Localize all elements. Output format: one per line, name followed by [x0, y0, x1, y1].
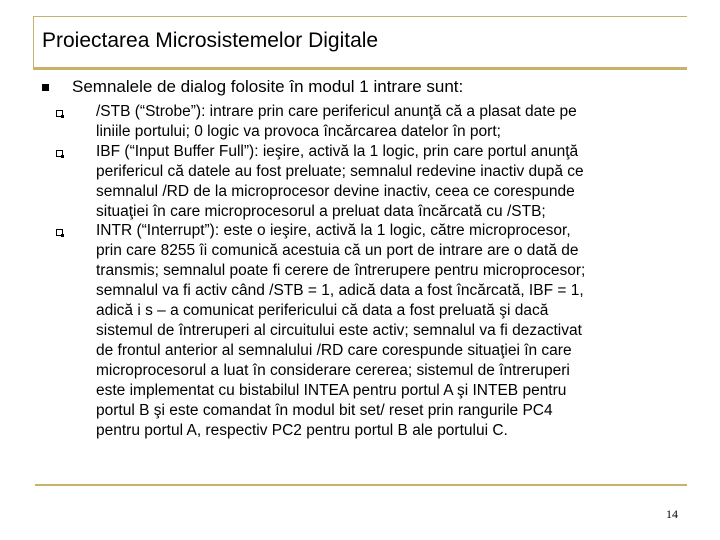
title-frame-left-border: [33, 16, 34, 68]
text-line: sistemul de întreruperi al circuitului este activ; semnalul va fi dezactivat: [96, 321, 582, 339]
title-underline: [33, 67, 687, 70]
text-line: IBF (“Input Buffer Full”): ieşire, activă la 1 logic, prin care portul anunţă: [96, 142, 579, 160]
text-line: /STB (“Strobe”): intrare prin care perifericul anunţă că a plasat date pe: [96, 103, 577, 120]
sub-bullet-item-intr: [54, 221, 674, 440]
text-line: perifericul că datele au fost preluate; semnalul redevine inactiv după ce: [96, 162, 584, 180]
sub-bullet-text: [96, 221, 666, 440]
slide-title: Proiectarea Microsistemelor Digitale: [42, 29, 379, 52]
hollow-square-bullet-icon: [56, 110, 63, 117]
text-line: semnalul va fi activ când /STB = 1, adică data a fost încărcată, IBF = 1,: [96, 282, 584, 300]
text-line: portul B şi este comandat în modul bit set/ reset prin rangurile PC4: [96, 401, 553, 419]
text-line: pentru portul A, respectiv PC2 pentru portul B ale portului C.: [96, 421, 508, 439]
text-line: liniile portului; 0 logic va provoca încărcarea datelor în port;: [96, 122, 501, 140]
hollow-square-bullet-icon: [56, 150, 63, 157]
sub-bullet-item-ibf: [54, 142, 674, 222]
text-line: de frontul anterior al semnalului /RD care corespunde situaţiei în care: [96, 341, 572, 359]
title-frame-top-border: [33, 16, 687, 17]
sub-bullet-text: [96, 102, 666, 142]
text-line: este implementat cu bistabilul INTEA pentru portul A şi INTEB pentru: [96, 381, 567, 399]
footer-divider: [35, 484, 687, 486]
text-line: INTR (“Interrupt”): este o ieşire, activă la 1 logic, către microprocesor,: [96, 222, 571, 240]
main-bullet-text: Semnalele de dialog folosite în modul 1 intrare sunt:: [72, 77, 464, 96]
text-line: adică i s – a comunicat perifericului că data a fost preluată şi dacă: [96, 302, 549, 320]
sub-bullet-text: [96, 142, 666, 222]
sub-bullet-item-stb: [54, 102, 674, 142]
page-number: 14: [666, 507, 678, 521]
text-line: transmis; semnalul poate fi cerere de întrerupere pentru microprocesor;: [96, 262, 586, 280]
text-line: prin care 8255 îi comunică acestuia că un port de intrare are o dată de: [96, 242, 579, 260]
text-line: situaţiei în care microprocesorul a preluat data încărcată cu /STB;: [96, 202, 546, 220]
text-line: microprocesorul a luat în considerare cererea; sistemul de întreruperi: [96, 361, 570, 379]
sub-bullet-list: [54, 102, 674, 440]
text-line: semnalul /RD de la microprocesor devine inactiv, ceea ce corespunde: [96, 182, 575, 200]
hollow-square-bullet-icon: [56, 229, 63, 236]
square-bullet-icon: [42, 84, 49, 91]
